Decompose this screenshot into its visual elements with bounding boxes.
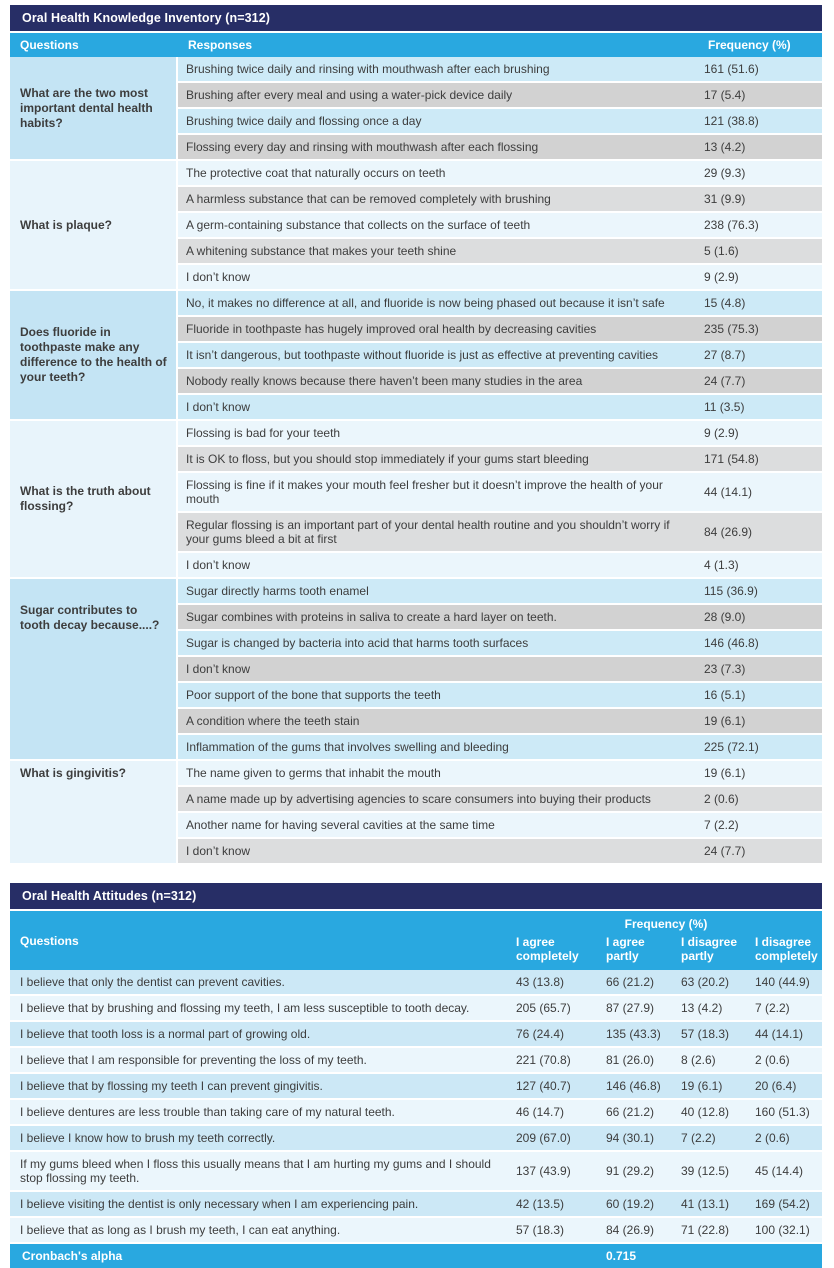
value-cell: 2 (0.6) <box>749 1048 822 1074</box>
response-cell: Flossing every day and rinsing with mouthwash after each flossing <box>178 135 698 161</box>
question-cell: Sugar contributes to tooth decay because....? <box>10 579 178 761</box>
attitude-row <box>10 1218 822 1244</box>
response-cell: Poor support of the bone that supports the teeth <box>178 683 698 709</box>
value-cell: 160 (51.3) <box>749 1100 822 1126</box>
value-cell: 13 (4.2) <box>675 996 749 1022</box>
attitude-row <box>10 1152 822 1192</box>
attitude-row <box>10 1126 822 1152</box>
attitude-row <box>10 1022 822 1048</box>
knowledge-col-frequency: Frequency (%) <box>698 33 822 57</box>
attitudes-table <box>10 911 822 1268</box>
attitude-question-cell: I believe that only the dentist can prevent cavities. <box>10 970 510 996</box>
attitude-question-cell: I believe that as long as I brush my teeth, I can eat anything. <box>10 1218 510 1244</box>
response-cell: A whitening substance that makes your teeth shine <box>178 239 698 265</box>
attitude-question-cell: I believe that by flossing my teeth I can prevent gingivitis. <box>10 1074 510 1100</box>
knowledge-header-row <box>10 33 822 57</box>
attitudes-col-frequency-group: Frequency (%) <box>510 911 822 933</box>
frequency-cell: 5 (1.6) <box>698 239 822 265</box>
frequency-cell: 29 (9.3) <box>698 161 822 187</box>
value-cell: 209 (67.0) <box>510 1126 600 1152</box>
question-cell: What is plaque? <box>10 161 178 291</box>
attitudes-header-row-1 <box>10 911 822 933</box>
frequency-cell: 31 (9.9) <box>698 187 822 213</box>
knowledge-table <box>10 33 822 865</box>
frequency-cell: 19 (6.1) <box>698 709 822 735</box>
value-cell: 137 (43.9) <box>510 1152 600 1192</box>
cronbach-value: 0.715 <box>600 1244 675 1268</box>
value-cell: 205 (65.7) <box>510 996 600 1022</box>
value-cell: 66 (21.2) <box>600 970 675 996</box>
value-cell: 40 (12.8) <box>675 1100 749 1126</box>
value-cell: 94 (30.1) <box>600 1126 675 1152</box>
cronbach-empty-cell <box>675 1244 749 1268</box>
attitude-question-cell: I believe dentures are less trouble than taking care of my natural teeth. <box>10 1100 510 1126</box>
response-cell: Sugar combines with proteins in saliva to create a hard layer on teeth. <box>178 605 698 631</box>
response-cell: No, it makes no difference at all, and fluoride is now being phased out because it isn’t safe <box>178 291 698 317</box>
response-cell: It is OK to floss, but you should stop immediately if your gums start bleeding <box>178 447 698 473</box>
frequency-cell: 235 (75.3) <box>698 317 822 343</box>
value-cell: 169 (54.2) <box>749 1192 822 1218</box>
frequency-cell: 28 (9.0) <box>698 605 822 631</box>
response-cell: A germ-containing substance that collects on the surface of teeth <box>178 213 698 239</box>
attitude-row <box>10 996 822 1022</box>
frequency-cell: 24 (7.7) <box>698 839 822 865</box>
attitude-question-cell: I believe that tooth loss is a normal part of growing old. <box>10 1022 510 1048</box>
frequency-cell: 2 (0.6) <box>698 787 822 813</box>
response-cell: Inflammation of the gums that involves swelling and bleeding <box>178 735 698 761</box>
question-cell: What is the truth about flossing? <box>10 421 178 579</box>
frequency-cell: 13 (4.2) <box>698 135 822 161</box>
knowledge-row <box>10 761 822 787</box>
value-cell: 71 (22.8) <box>675 1218 749 1244</box>
frequency-cell: 9 (2.9) <box>698 421 822 447</box>
frequency-cell: 84 (26.9) <box>698 513 822 553</box>
value-cell: 39 (12.5) <box>675 1152 749 1192</box>
response-cell: Regular flossing is an important part of your dental health routine and you shouldn’t worry if your gums bleed a bit at first <box>178 513 698 553</box>
attitude-question-cell: I believe that I am responsible for preventing the loss of my teeth. <box>10 1048 510 1074</box>
frequency-cell: 16 (5.1) <box>698 683 822 709</box>
value-cell: 100 (32.1) <box>749 1218 822 1244</box>
frequency-cell: 161 (51.6) <box>698 57 822 83</box>
response-cell: Sugar directly harms tooth enamel <box>178 579 698 605</box>
cronbach-empty-cell <box>749 1244 822 1268</box>
frequency-cell: 146 (46.8) <box>698 631 822 657</box>
knowledge-row <box>10 579 822 605</box>
attitudes-table-title: Oral Health Attitudes (n=312) <box>10 883 822 909</box>
frequency-cell: 121 (38.8) <box>698 109 822 135</box>
attitude-question-cell: I believe visiting the dentist is only necessary when I am experiencing pain. <box>10 1192 510 1218</box>
value-cell: 81 (26.0) <box>600 1048 675 1074</box>
attitudes-col-questions: Questions <box>10 911 510 970</box>
frequency-cell: 225 (72.1) <box>698 735 822 761</box>
value-cell: 7 (2.2) <box>675 1126 749 1152</box>
knowledge-row <box>10 421 822 447</box>
response-cell: Fluoride in toothpaste has hugely improved oral health by decreasing cavities <box>178 317 698 343</box>
response-cell: Brushing twice daily and rinsing with mouthwash after each brushing <box>178 57 698 83</box>
response-cell: It isn’t dangerous, but toothpaste without fluoride is just as effective at preventing cavities <box>178 343 698 369</box>
response-cell: I don’t know <box>178 265 698 291</box>
attitudes-col-agree-partly: I agree partly <box>600 933 675 970</box>
attitude-question-cell: If my gums bleed when I floss this usually means that I am hurting my gums and I should stop flossing my teeth. <box>10 1152 510 1192</box>
value-cell: 76 (24.4) <box>510 1022 600 1048</box>
response-cell: The protective coat that naturally occurs on teeth <box>178 161 698 187</box>
value-cell: 60 (19.2) <box>600 1192 675 1218</box>
response-cell: Brushing after every meal and using a water-pick device daily <box>178 83 698 109</box>
attitudes-col-disagree-partly: I disagree partly <box>675 933 749 970</box>
question-cell: What is gingivitis? <box>10 761 178 865</box>
question-cell: Does fluoride in toothpaste make any difference to the health of your teeth? <box>10 291 178 421</box>
frequency-cell: 171 (54.8) <box>698 447 822 473</box>
response-cell: Brushing twice daily and flossing once a day <box>178 109 698 135</box>
value-cell: 57 (18.3) <box>675 1022 749 1048</box>
section-gap <box>10 865 822 883</box>
response-cell: Another name for having several cavities at the same time <box>178 813 698 839</box>
knowledge-row <box>10 291 822 317</box>
cronbach-row <box>10 1244 822 1268</box>
value-cell: 2 (0.6) <box>749 1126 822 1152</box>
value-cell: 57 (18.3) <box>510 1218 600 1244</box>
attitudes-col-agree-completely: I agree completely <box>510 933 600 970</box>
attitude-question-cell: I believe I know how to brush my teeth correctly. <box>10 1126 510 1152</box>
knowledge-table-body <box>10 57 822 865</box>
frequency-cell: 27 (8.7) <box>698 343 822 369</box>
value-cell: 45 (14.4) <box>749 1152 822 1192</box>
frequency-cell: 17 (5.4) <box>698 83 822 109</box>
value-cell: 43 (13.8) <box>510 970 600 996</box>
value-cell: 7 (2.2) <box>749 996 822 1022</box>
response-cell: I don’t know <box>178 657 698 683</box>
frequency-cell: 23 (7.3) <box>698 657 822 683</box>
knowledge-row <box>10 57 822 83</box>
response-cell: Flossing is fine if it makes your mouth feel fresher but it doesn’t improve the health of your mouth <box>178 473 698 513</box>
attitude-row <box>10 1192 822 1218</box>
frequency-cell: 19 (6.1) <box>698 761 822 787</box>
frequency-cell: 24 (7.7) <box>698 369 822 395</box>
attitude-row <box>10 1048 822 1074</box>
value-cell: 46 (14.7) <box>510 1100 600 1126</box>
cronbach-label: Cronbach's alpha <box>10 1244 600 1268</box>
frequency-cell: 11 (3.5) <box>698 395 822 421</box>
attitude-row <box>10 970 822 996</box>
response-cell: A condition where the teeth stain <box>178 709 698 735</box>
response-cell: Sugar is changed by bacteria into acid that harms tooth surfaces <box>178 631 698 657</box>
value-cell: 19 (6.1) <box>675 1074 749 1100</box>
response-cell: Nobody really knows because there haven’t been many studies in the area <box>178 369 698 395</box>
value-cell: 63 (20.2) <box>675 970 749 996</box>
knowledge-col-questions: Questions <box>10 33 178 57</box>
attitudes-col-disagree-completely: I disagree completely <box>749 933 822 970</box>
frequency-cell: 15 (4.8) <box>698 291 822 317</box>
frequency-cell: 115 (36.9) <box>698 579 822 605</box>
value-cell: 140 (44.9) <box>749 970 822 996</box>
frequency-cell: 9 (2.9) <box>698 265 822 291</box>
frequency-cell: 44 (14.1) <box>698 473 822 513</box>
attitude-row <box>10 1100 822 1126</box>
frequency-cell: 7 (2.2) <box>698 813 822 839</box>
knowledge-inventory-section <box>10 5 822 865</box>
response-cell: Flossing is bad for your teeth <box>178 421 698 447</box>
knowledge-table-title: Oral Health Knowledge Inventory (n=312) <box>10 5 822 31</box>
response-cell: The name given to germs that inhabit the mouth <box>178 761 698 787</box>
knowledge-col-responses: Responses <box>178 33 698 57</box>
value-cell: 87 (27.9) <box>600 996 675 1022</box>
attitudes-section <box>10 883 822 1268</box>
value-cell: 221 (70.8) <box>510 1048 600 1074</box>
frequency-cell: 238 (76.3) <box>698 213 822 239</box>
value-cell: 84 (26.9) <box>600 1218 675 1244</box>
value-cell: 91 (29.2) <box>600 1152 675 1192</box>
response-cell: I don’t know <box>178 553 698 579</box>
attitude-row <box>10 1074 822 1100</box>
value-cell: 135 (43.3) <box>600 1022 675 1048</box>
attitude-question-cell: I believe that by brushing and flossing my teeth, I am less susceptible to tooth decay. <box>10 996 510 1022</box>
value-cell: 20 (6.4) <box>749 1074 822 1100</box>
response-cell: A name made up by advertising agencies to scare consumers into buying their products <box>178 787 698 813</box>
value-cell: 8 (2.6) <box>675 1048 749 1074</box>
response-cell: I don’t know <box>178 839 698 865</box>
value-cell: 127 (40.7) <box>510 1074 600 1100</box>
value-cell: 146 (46.8) <box>600 1074 675 1100</box>
response-cell: A harmless substance that can be removed completely with brushing <box>178 187 698 213</box>
value-cell: 41 (13.1) <box>675 1192 749 1218</box>
value-cell: 66 (21.2) <box>600 1100 675 1126</box>
value-cell: 44 (14.1) <box>749 1022 822 1048</box>
attitudes-table-body <box>10 970 822 1244</box>
value-cell: 42 (13.5) <box>510 1192 600 1218</box>
response-cell: I don’t know <box>178 395 698 421</box>
frequency-cell: 4 (1.3) <box>698 553 822 579</box>
question-cell: What are the two most important dental health habits? <box>10 57 178 161</box>
knowledge-row <box>10 161 822 187</box>
